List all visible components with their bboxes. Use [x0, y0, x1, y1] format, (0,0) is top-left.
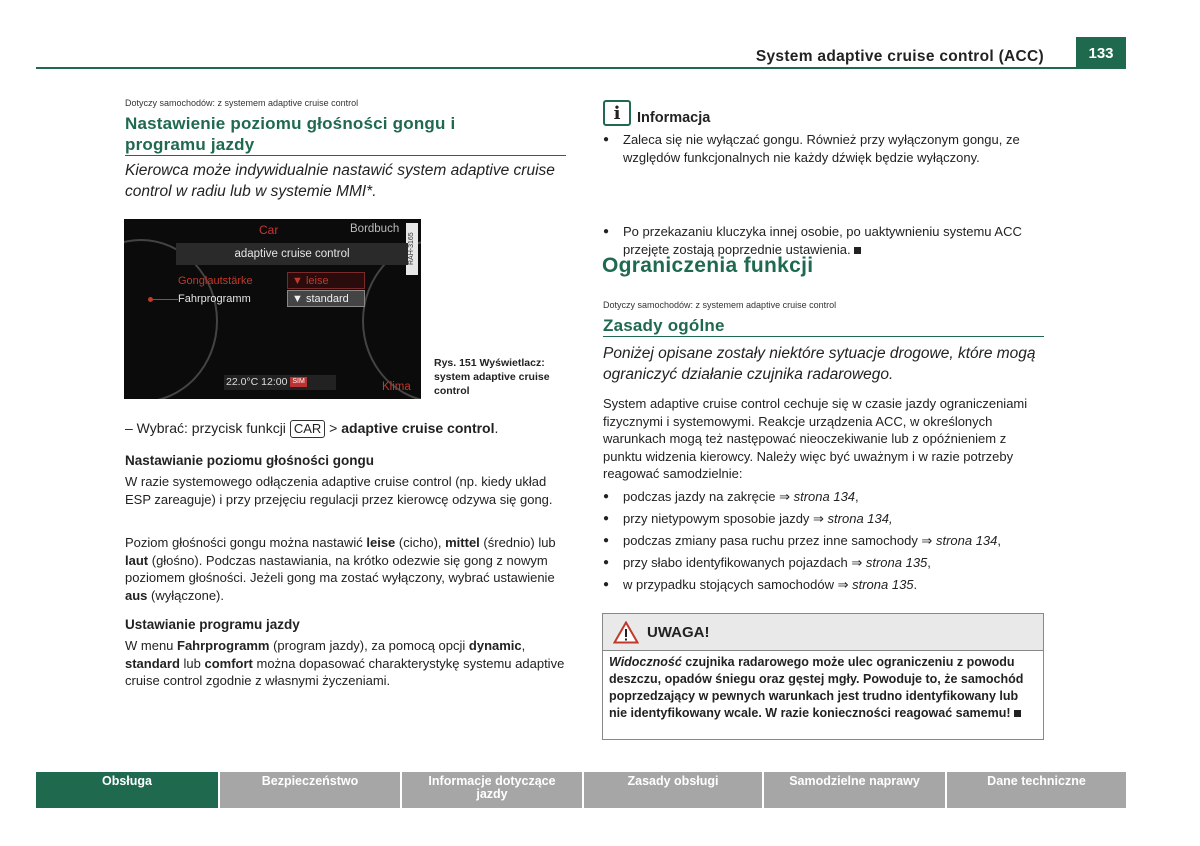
- info-icon: i: [603, 100, 631, 126]
- instruction-step: [125, 418, 575, 438]
- step-separator: >: [329, 420, 338, 436]
- mmi-screen-figure: [124, 219, 421, 399]
- figure-code: RAH-3165: [406, 223, 418, 275]
- para-program: W menu Fahrprogramm (program jazdy), za pomocą opcji dynamic, standard lub comfort można dopasować charakterystykę systemu adaptive cruise control zgodnie z własnymi życzeniami.: [125, 638, 565, 688]
- screen-status-text: 22.0°C 12:00: [226, 376, 288, 388]
- para-gong-levels: Poziom głośności gongu można nastawić leise (cicho), mittel (średnio) lub laut (głośno). Podczas nastawiania, na krótko odezwie się gong z nowym poziomem głośności. Jeżeli gong ma zostać wyłączony, wybrać ustawienie aus (wyłączone).: [125, 535, 556, 603]
- subsection-title: Zasady ogólne: [603, 316, 725, 335]
- list-item: ● w przypadku stojących samochodów ⇒ strona 135.: [603, 576, 1048, 594]
- limits-list: [603, 488, 1048, 594]
- end-mark-icon: [1014, 710, 1021, 717]
- figure-caption: [434, 356, 574, 398]
- footer-tab-bezpieczenstwo[interactable]: Bezpieczeństwo: [220, 772, 400, 808]
- footer-tab-dane[interactable]: Dane techniczne: [947, 772, 1126, 808]
- footer-tab-zasady[interactable]: Zasady obsługi: [584, 772, 762, 808]
- car-key-label: CAR: [290, 420, 325, 438]
- footer-tab-naprawy[interactable]: Samodzielne naprawy: [764, 772, 945, 808]
- screen-klima: Klima: [382, 381, 411, 393]
- applies-to-note: Dotyczy samochodów: z systemem adaptive cruise control: [125, 98, 359, 108]
- screen-tab-car: Car: [259, 223, 279, 237]
- list-item: ● podczas zmiany pasa ruchu przez inne samochody ⇒ strona 134,: [603, 532, 1048, 550]
- info-item-1: ● Zaleca się nie wyłączać gongu. Również przy wyłączonym gongu, ze względów funkcjonalnych nie każdy dźwięk będzie wyłączony.: [603, 131, 1063, 166]
- section-lead: Kierowca może indywidualnie nastawić system adaptive cruise control w radiu lub w systemie MMI*.: [125, 162, 555, 200]
- para-gong-intro: W razie systemowego odłączenia adaptive cruise control (np. kiedy układ ESP zareaguje) i przy przejęciu regulacji przez kierowcę odzywa się gong.: [125, 474, 553, 507]
- warning-text: Widoczność czujnika radarowego może ulec ograniczeniu z powodu deszczu, opadów śniegu oraz gęstej mgły. Powoduje to, że samochód poprzedzający w pewnych warunkach jest trudno identyfikowany lub nie identyfikowany wcale. W razie konieczności reagować samemu!: [609, 655, 1024, 720]
- figure-caption-ref: Rys. 151: [434, 357, 477, 369]
- section-rule: [125, 155, 566, 156]
- screen-status-bar: [224, 375, 336, 390]
- footer-tab-informacje-label: Informacje dotyczące jazdy: [428, 774, 556, 801]
- figure-caption-text: Wyświetlacz: system adaptive cruise control: [434, 357, 550, 397]
- header-rule: [36, 67, 1076, 69]
- info-title: Informacja: [637, 110, 711, 126]
- page-number: 133: [1076, 37, 1126, 69]
- step-target: adaptive cruise control: [341, 420, 495, 436]
- info-item-2: ● Po przekazaniu kluczyka innej osobie, po uaktywnieniu systemu ACC przejęte zostają poprzednie ustawienia.: [603, 223, 1063, 258]
- footer-tab-obsluga[interactable]: Obsługa: [36, 772, 218, 808]
- list-item: ● podczas jazdy na zakręcie ⇒ strona 134,: [603, 488, 1048, 506]
- step-prefix: – Wybrać: przycisk funkcji: [125, 420, 286, 436]
- subsection-lead: Poniżej opisane zostały niektóre sytuacje drogowe, które mogą ograniczyć działanie czujnika radarowego.: [603, 345, 1036, 383]
- screen-fahr-value: ▼ standard: [287, 290, 365, 307]
- screen-gong-value: ▼ leise: [287, 272, 365, 289]
- list-item: ● przy słabo identyfikowanych pojazdach ⇒ strona 135,: [603, 554, 1048, 572]
- warning-triangle-icon: [613, 621, 639, 644]
- warning-title: UWAGA!: [647, 623, 710, 641]
- section-title-limits: Ograniczenia funkcji: [602, 254, 814, 277]
- subheading-program: Ustawianie programu jazdy: [125, 617, 300, 632]
- screen-pointer-line: [150, 299, 178, 300]
- end-mark-icon: [854, 247, 861, 254]
- section-title: Nastawienie poziomu głośności gongu i programu jazdy: [125, 114, 456, 154]
- step-end: .: [494, 420, 499, 436]
- footer-tab-informacje[interactable]: [402, 772, 582, 808]
- screen-tab-bordbuch: Bordbuch: [350, 223, 400, 235]
- warning-header: [603, 614, 1043, 651]
- subheading-gong: Nastawianie poziomu głośności gongu: [125, 453, 375, 468]
- screen-menu-title: adaptive cruise control: [176, 243, 408, 265]
- running-header-title: System adaptive cruise control (ACC): [755, 48, 1044, 65]
- screen-fahr-label: Fahrprogramm: [178, 293, 251, 305]
- list-item: ● przy nietypowym sposobie jazdy ⇒ strona 134,: [603, 510, 1048, 528]
- screen-gong-label: Gonglautstärke: [178, 275, 253, 287]
- para-limits: System adaptive cruise control cechuje się w czasie jazdy ograniczeniami fizycznymi i systemowymi. Reakcje urządzenia ACC, w określonych warunkach mogą też następować nieoczekiwanie lub z opóźnieniem z punktu widzenia kierowcy. Należy więc być uważnym i w razie potrzeby reagować samodzielnie:: [603, 396, 1028, 481]
- subsection-rule: [603, 336, 1044, 337]
- screen-pointer-dot: [148, 297, 153, 302]
- applies-to-note-right: Dotyczy samochodów: z systemem adaptive cruise control: [603, 300, 837, 310]
- warning-box: [602, 613, 1044, 740]
- screen-status-badge: SIM: [292, 378, 305, 386]
